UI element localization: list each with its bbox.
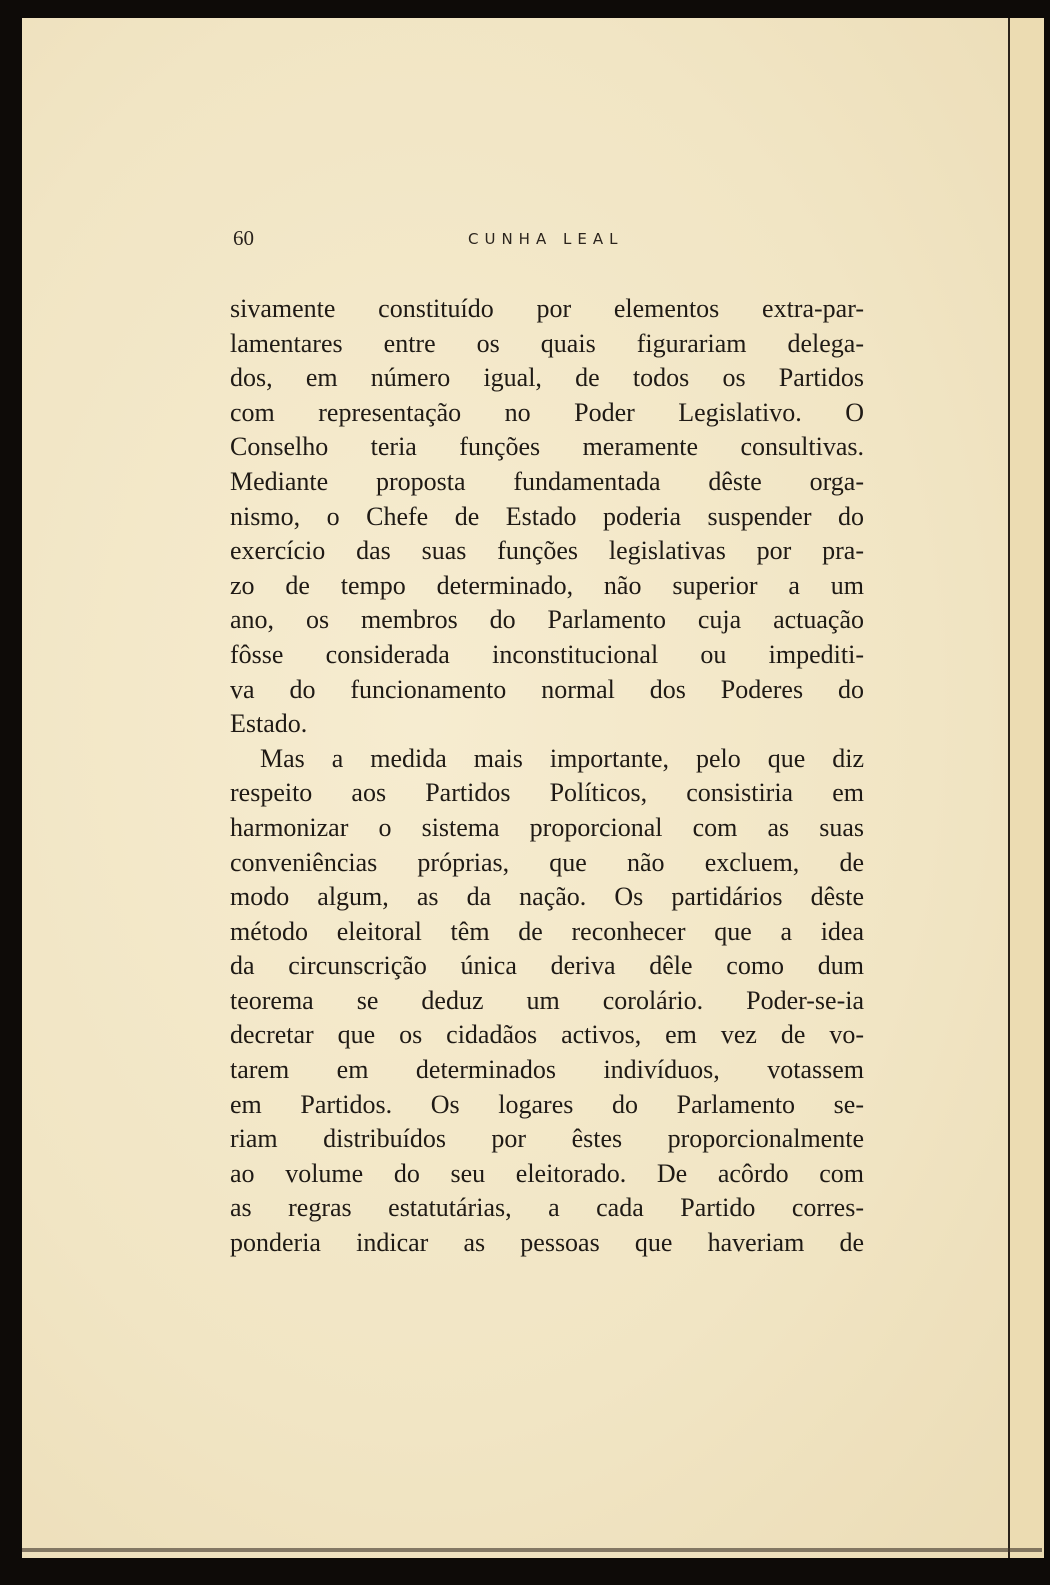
text-line: com representação no Poder Legislativo. O (230, 397, 864, 427)
page-bottom-edge (22, 1548, 1042, 1552)
facing-page-edge (1008, 18, 1044, 1558)
text-line: teorema se deduz um corolário. Poder-se-ia (230, 985, 864, 1015)
body-text (230, 292, 864, 1261)
text-line: Mediante proposta fundamentada dêste orga- (230, 466, 864, 496)
text-line: sivamente constituído por elementos extra-par- (230, 294, 864, 323)
text-line: nismo, o Chefe de Estado poderia suspender do (230, 501, 864, 531)
text-line: dos, em número igual, de todos os Partidos (230, 363, 864, 393)
text-line: lamentares entre os quais figurariam delega- (230, 328, 864, 358)
running-title: CUNHA LEAL (468, 230, 624, 248)
text-line: Estado. (230, 709, 308, 739)
text-line: ao volume do seu eleitorado. De acôrdo com (230, 1158, 864, 1188)
text-line: exercício das suas funções legislativas por pra- (230, 536, 864, 566)
text-line: as regras estatutárias, a cada Partido corres- (230, 1193, 864, 1223)
text-line: decretar que os cidadãos activos, em vez de vo- (230, 1020, 864, 1050)
text-line: ponderia indicar as pessoas que haveriam de (230, 1228, 864, 1258)
text-line: da circunscrição única deriva dêle como dum (230, 951, 864, 981)
text-line: modo algum, as da nação. Os partidários dêste (230, 882, 864, 912)
running-head (233, 222, 873, 258)
text-line: va do funcionamento normal dos Poderes do (230, 674, 864, 704)
text-line: em Partidos. Os logares do Parlamento se- (230, 1089, 864, 1119)
text-line: ano, os membros do Parlamento cuja actuação (230, 605, 864, 635)
text-line: Conselho teria funções meramente consultivas. (230, 432, 864, 462)
paragraph-1 (230, 292, 864, 742)
page-number: 60 (233, 226, 254, 250)
paragraph-2 (230, 742, 864, 1261)
text-line: conveniências próprias, que não excluem, de (230, 847, 864, 877)
text-line: Mas a medida mais importante, pelo que diz (260, 743, 864, 773)
text-line: zo de tempo determinado, não superior a um (230, 570, 864, 600)
text-line: respeito aos Partidos Políticos, consistiria em (230, 778, 864, 808)
text-line: harmonizar o sistema proporcional com as suas (230, 812, 864, 842)
text-line: tarem em determinados indivíduos, votassem (230, 1055, 864, 1085)
text-line: fôsse considerada inconstitucional ou impediti- (230, 639, 864, 669)
text-line: riam distribuídos por êstes proporcionalmente (230, 1124, 864, 1154)
text-line: método eleitoral têm de reconhecer que a idea (230, 916, 864, 946)
